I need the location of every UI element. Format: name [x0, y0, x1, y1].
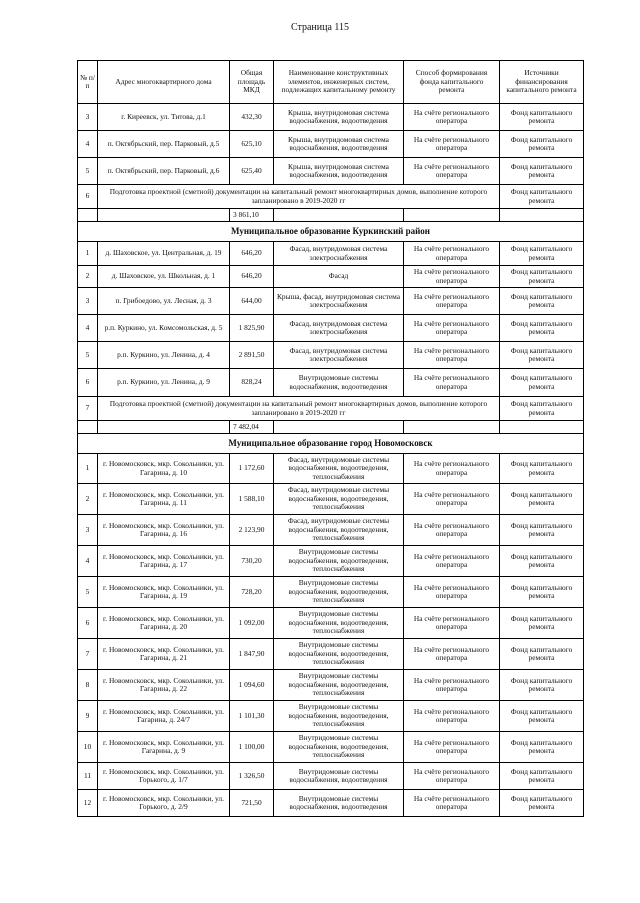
row-num: 10 [78, 732, 98, 763]
row-num: 4 [78, 315, 98, 342]
row-num: 1 [78, 454, 98, 484]
row-address: р.п. Куркино, ул. Ленина, д. 4 [98, 342, 230, 369]
row-num: 4 [78, 131, 98, 158]
row-area: 730,20 [230, 546, 274, 577]
row-num: 4 [78, 546, 98, 577]
row-source: Фонд капитального ремонта [500, 266, 584, 288]
table-row [78, 288, 584, 315]
row-method: На счёте регионального оператора [404, 484, 500, 515]
row-source: Фонд капитального ремонта [500, 763, 584, 790]
row-area: 646,20 [230, 242, 274, 266]
header-address: Адрес многоквартирного дома [98, 61, 230, 104]
row-method: На счёте регионального оператора [404, 608, 500, 639]
row-address: г. Новомосковск, мкр. Сокольники, ул. Гагарина, д. 10 [98, 454, 230, 484]
row-elements: Внутридомовые системы водоснабжения, водоотведения, теплоснабжения [274, 546, 404, 577]
row-address: г. Новомосковск, мкр. Сокольники, ул. Гагарина, д. 20 [98, 608, 230, 639]
row-num: 6 [78, 369, 98, 397]
row-num: 12 [78, 790, 98, 817]
row-source: Фонд капитального ремонта [500, 131, 584, 158]
row-method: На счёте регионального оператора [404, 266, 500, 288]
row-source: Фонд капитального ремонта [500, 288, 584, 315]
design-docs-row [78, 397, 584, 421]
section-title: Муниципальное образование Куркинский район [78, 222, 584, 242]
section-heading-kurkino [78, 222, 584, 242]
row-area: 721,50 [230, 790, 274, 817]
row-address: г. Новомосковск, мкр. Сокольники, ул. Гагарина, д. 16 [98, 515, 230, 546]
table-row [78, 131, 584, 158]
table-row [78, 639, 584, 670]
row-elements: Внутридомовые системы водоснабжения, водоотведения [274, 763, 404, 790]
total-area: 3 861,10 [230, 209, 274, 222]
row-num: 8 [78, 670, 98, 701]
design-docs-text: Подготовка проектной (сметной) документации на капитальный ремонт многоквартирных домов, выполнение которого запланировано в 2019-2020 гг [98, 185, 500, 209]
row-num: 3 [78, 288, 98, 315]
row-source: Фонд капитального ремонта [500, 670, 584, 701]
row-source: Фонд капитального ремонта [500, 397, 584, 421]
row-source: Фонд капитального ремонта [500, 484, 584, 515]
row-elements: Крыша, внутридомовая система водоснабжения, водоотведения [274, 104, 404, 131]
row-elements: Фасад, внутридомовые системы водоснабжения, водоотведения, теплоснабжения [274, 454, 404, 484]
row-area: 432,30 [230, 104, 274, 131]
page-number: Страница 115 [290, 22, 350, 33]
row-method: На счёте регионального оператора [404, 104, 500, 131]
row-area: 1 172,60 [230, 454, 274, 484]
total-area: 7 482,04 [230, 421, 274, 434]
repair-program-table [77, 60, 584, 817]
row-area: 1 100,00 [230, 732, 274, 763]
section-heading-novomoskovsk [78, 434, 584, 454]
row-source: Фонд капитального ремонта [500, 104, 584, 131]
header-area: Общая площадь МКД [230, 61, 274, 104]
row-elements: Внутридомовые системы водоснабжения, водоотведения, теплоснабжения [274, 701, 404, 732]
row-address: п. Грибоедово, ул. Лесная, д. 3 [98, 288, 230, 315]
table-header-row [78, 61, 584, 104]
row-area: 644,00 [230, 288, 274, 315]
row-address: г. Киреевск, ул. Титова, д.1 [98, 104, 230, 131]
row-elements: Крыша, внутридомовая система водоснабжения, водоотведения [274, 131, 404, 158]
row-method: На счёте регионального оператора [404, 342, 500, 369]
section-title: Муниципальное образование город Новомосковск [78, 434, 584, 454]
row-method: На счёте регионального оператора [404, 288, 500, 315]
row-num: 5 [78, 158, 98, 185]
row-address: г. Новомосковск, мкр. Сокольники, ул. Гагарина, д. 9 [98, 732, 230, 763]
row-num: 6 [78, 608, 98, 639]
row-address: г. Новомосковск, мкр. Сокольники, ул. Гагарина, д. 11 [98, 484, 230, 515]
row-area: 728,20 [230, 577, 274, 608]
row-area: 2 123,90 [230, 515, 274, 546]
row-elements: Фасад, внутридомовые системы водоснабжения, водоотведения, теплоснабжения [274, 484, 404, 515]
table-row [78, 701, 584, 732]
row-method: На счёте регионального оператора [404, 454, 500, 484]
row-method: На счёте регионального оператора [404, 242, 500, 266]
row-source: Фонд капитального ремонта [500, 701, 584, 732]
row-source: Фонд капитального ремонта [500, 242, 584, 266]
table-row [78, 790, 584, 817]
row-elements: Внутридомовые системы водоснабжения, водоотведения [274, 790, 404, 817]
row-source: Фонд капитального ремонта [500, 732, 584, 763]
row-elements: Фасад, внутридомовая система электроснабжения [274, 315, 404, 342]
row-method: На счёте регионального оператора [404, 158, 500, 185]
row-elements: Внутридомовые системы водоснабжения, водоотведения, теплоснабжения [274, 577, 404, 608]
row-elements: Крыша, фасад, внутридомовая система электроснабжения [274, 288, 404, 315]
row-elements: Внутридомовые системы водоснабжения, водоотведения [274, 369, 404, 397]
header-method: Способ формирования фонда капитального ремонта [404, 61, 500, 104]
table-row [78, 546, 584, 577]
row-address: г. Новомосковск, мкр. Сокольники, ул. Гагарина, д. 19 [98, 577, 230, 608]
total-row [78, 209, 584, 222]
row-method: На счёте регионального оператора [404, 369, 500, 397]
row-area: 1 847,90 [230, 639, 274, 670]
design-docs-text: Подготовка проектной (сметной) документации на капитальный ремонт многоквартирных домов, выполнение которого запланировано в 2019-2020 гг [98, 397, 500, 421]
table-row [78, 369, 584, 397]
row-elements: Внутридомовые системы водоснабжения, водоотведения, теплоснабжения [274, 732, 404, 763]
row-area: 1 092,00 [230, 608, 274, 639]
row-address: д. Шаховское, ул. Центральная, д. 19 [98, 242, 230, 266]
row-address: г. Новомосковск, мкр. Сокольники, ул. Горького, д. 2/9 [98, 790, 230, 817]
table-row [78, 608, 584, 639]
row-address: г. Новомосковск, мкр. Сокольники, ул. Гагарина, д. 22 [98, 670, 230, 701]
design-docs-row [78, 185, 584, 209]
total-row [78, 421, 584, 434]
row-num: 3 [78, 104, 98, 131]
row-method: На счёте регионального оператора [404, 701, 500, 732]
row-elements: Фасад, внутридомовые системы водоснабжения, водоотведения, теплоснабжения [274, 515, 404, 546]
row-elements: Внутридомовые системы водоснабжения, водоотведения, теплоснабжения [274, 608, 404, 639]
header-elements: Наименование конструктивных элементов, инженерных систем, подлежащих капитальному ремонту [274, 61, 404, 104]
row-num: 5 [78, 342, 98, 369]
table-row [78, 158, 584, 185]
row-address: г. Новомосковск, мкр. Сокольники, ул. Гагарина, д. 17 [98, 546, 230, 577]
row-area: 625,40 [230, 158, 274, 185]
row-source: Фонд капитального ремонта [500, 639, 584, 670]
row-num: 2 [78, 484, 98, 515]
table-row [78, 732, 584, 763]
table-row [78, 266, 584, 288]
row-elements: Внутридомовые системы водоснабжения, водоотведения, теплоснабжения [274, 639, 404, 670]
row-method: На счёте регионального оператора [404, 732, 500, 763]
row-num: 3 [78, 515, 98, 546]
table-row [78, 577, 584, 608]
row-method: На счёте регионального оператора [404, 546, 500, 577]
row-area: 1 326,50 [230, 763, 274, 790]
row-num: 7 [78, 639, 98, 670]
row-source: Фонд капитального ремонта [500, 790, 584, 817]
table-row [78, 484, 584, 515]
row-address: п. Октябрьский, пер. Парковый, д.5 [98, 131, 230, 158]
row-source: Фонд капитального ремонта [500, 158, 584, 185]
row-source: Фонд капитального ремонта [500, 454, 584, 484]
row-num: 7 [78, 397, 98, 421]
row-num: 1 [78, 242, 98, 266]
row-area: 2 891,50 [230, 342, 274, 369]
header-num: № п/п [78, 61, 98, 104]
row-elements: Крыша, внутридомовая система водоснабжения, водоотведения [274, 158, 404, 185]
row-method: На счёте регионального оператора [404, 577, 500, 608]
row-num: 9 [78, 701, 98, 732]
row-method: На счёте регионального оператора [404, 790, 500, 817]
row-address: д. Шаховское, ул. Школьная, д. 1 [98, 266, 230, 288]
table-row [78, 104, 584, 131]
table-row [78, 242, 584, 266]
row-source: Фонд капитального ремонта [500, 577, 584, 608]
row-method: На счёте регионального оператора [404, 131, 500, 158]
table-row [78, 315, 584, 342]
row-address: г. Новомосковск, мкр. Сокольники, ул. Горького, д. 1/7 [98, 763, 230, 790]
row-area: 625,10 [230, 131, 274, 158]
table-row [78, 515, 584, 546]
row-address: г. Новомосковск, мкр. Сокольники, ул. Гагарина, д. 24/7 [98, 701, 230, 732]
row-method: На счёте регионального оператора [404, 639, 500, 670]
row-source: Фонд капитального ремонта [500, 315, 584, 342]
row-method: На счёте регионального оператора [404, 315, 500, 342]
row-method: На счёте регионального оператора [404, 515, 500, 546]
row-area: 1 101,30 [230, 701, 274, 732]
header-source: Источники финансирования капитального ремонта [500, 61, 584, 104]
row-method: На счёте регионального оператора [404, 763, 500, 790]
row-source: Фонд капитального ремонта [500, 369, 584, 397]
row-address: п. Октябрьский, пер. Парковый, д.6 [98, 158, 230, 185]
row-address: р.п. Куркино, ул. Комсомольская, д. 5 [98, 315, 230, 342]
row-source: Фонд капитального ремонта [500, 342, 584, 369]
row-area: 1 588,10 [230, 484, 274, 515]
row-num: 11 [78, 763, 98, 790]
row-address: г. Новомосковск, мкр. Сокольники, ул. Гагарина, д. 21 [98, 639, 230, 670]
row-elements: Фасад, внутридомовая система электроснабжения [274, 242, 404, 266]
row-source: Фонд капитального ремонта [500, 185, 584, 209]
row-num: 2 [78, 266, 98, 288]
row-num: 5 [78, 577, 98, 608]
row-source: Фонд капитального ремонта [500, 608, 584, 639]
row-method: На счёте регионального оператора [404, 670, 500, 701]
table-row [78, 670, 584, 701]
row-area: 646,20 [230, 266, 274, 288]
row-source: Фонд капитального ремонта [500, 546, 584, 577]
row-area: 1 825,90 [230, 315, 274, 342]
row-address: р.п. Куркино, ул. Ленина, д. 9 [98, 369, 230, 397]
row-elements: Внутридомовые системы водоснабжения, водоотведения, теплоснабжения [274, 670, 404, 701]
table-row [78, 342, 584, 369]
table-row [78, 763, 584, 790]
row-source: Фонд капитального ремонта [500, 515, 584, 546]
row-elements: Фасад, внутридомовая система электроснабжения [274, 342, 404, 369]
row-num: 6 [78, 185, 98, 209]
row-area: 828,24 [230, 369, 274, 397]
row-elements: Фасад [274, 266, 404, 288]
row-area: 1 094,60 [230, 670, 274, 701]
table-row [78, 454, 584, 484]
